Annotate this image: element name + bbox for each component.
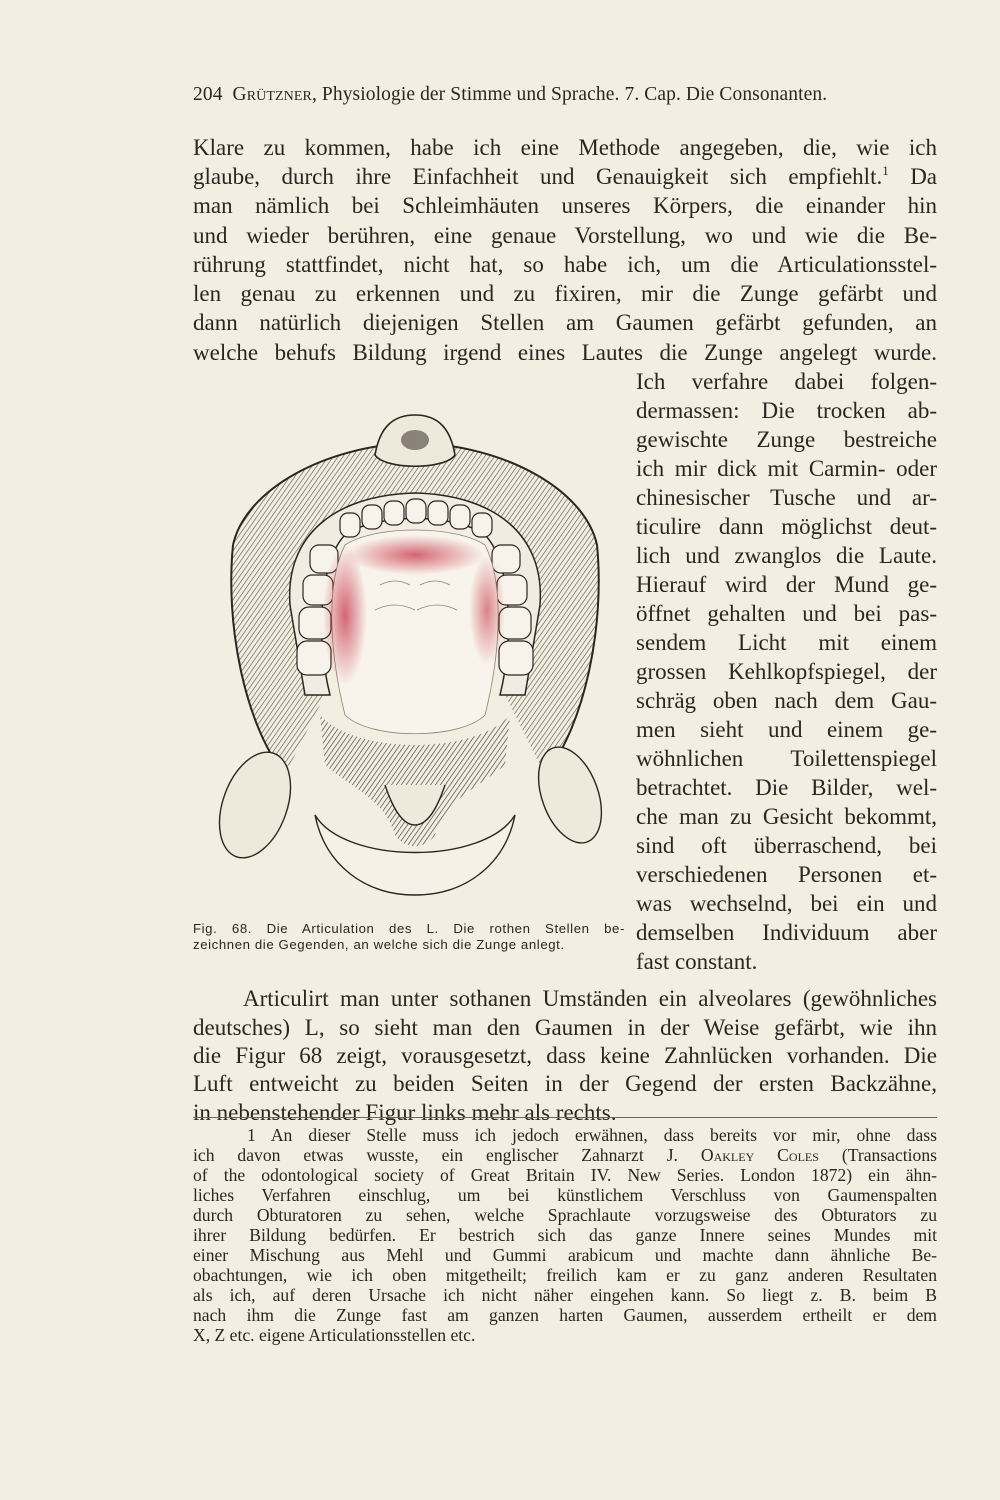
body-line: die Figur 68 zeigt, vorausgesetzt, dass keine Zahnlücken vorhanden. Die — [193, 1043, 937, 1068]
figure-caption: Fig. 68. Die Articulation des L. Die rothen Stellen be- — [193, 921, 625, 936]
side-text-line: öffnet gehalten und bei pas- — [636, 601, 937, 626]
side-text-line: men sieht und einem ge- — [636, 717, 937, 742]
body-line: welche behufs Bildung irgend eines Lautes die Zunge angelegt wurde. — [193, 340, 937, 365]
side-text-line: gewischte Zunge bestreiche — [636, 427, 937, 452]
header-author: Grützner — [232, 84, 312, 105]
footnote-line: obachtungen, wie ich oben mitgetheilt; freilich kam er zu ganz anderen Resultaten — [193, 1265, 937, 1285]
side-text-line: chinesischer Tusche und ar- — [636, 485, 937, 510]
side-text-line: ticulire dann möglichst deut- — [636, 514, 937, 539]
side-text-line: ich mir dick mit Carmin- oder — [636, 456, 937, 481]
page-number: 204 — [193, 84, 223, 105]
running-header — [193, 84, 941, 106]
footnote-line: ihrer Bildung bedürfen. Er bestrich sich das ganze Innere seines Mundes mit — [193, 1225, 937, 1245]
body-line: Luft entweicht zu beiden Seiten in der Gegend der ersten Backzähne, — [193, 1071, 937, 1096]
body-line: in nebenstehender Figur links mehr als rechts. — [193, 1100, 617, 1125]
footnote-divider — [193, 1117, 937, 1118]
footnote-line: als ich, auf deren Ursache ich nicht näher eingehen kann. So liegt z. B. beim B — [193, 1285, 937, 1305]
footnote-line: nach ihm die Zunge fast am ganzen harten Gaumen, ausserdem ertheilt er dem — [193, 1305, 937, 1325]
body-line: dann natürlich diejenigen Stellen am Gaumen gefärbt gefunden, an — [193, 310, 937, 335]
footnote-line: ich davon etwas wusste, ein englischer Zahnarzt J. Oakley Coles (Transactions — [193, 1145, 937, 1165]
side-text-line: demselben Individuum aber — [636, 920, 937, 945]
side-text-line: sendem Licht mit einem — [636, 630, 937, 655]
body-line: rührung stattfindet, nicht hat, so habe ich, um die Articulationsstel- — [193, 252, 937, 277]
side-text-line: dermassen: Die trocken ab- — [636, 398, 937, 423]
side-text-line: schräg oben nach dem Gau- — [636, 688, 937, 713]
body-line: Articulirt man unter sothanen Umständen ein alveolares (gewöhnliches — [243, 986, 937, 1011]
footnote-line: einer Mischung aus Mehl und Gummi arabicum und machte dann ähnliche Be- — [193, 1245, 937, 1265]
footnote-line: X, Z etc. eigene Articulationsstellen etc. — [193, 1325, 476, 1345]
body-line: deutsches) L, so sieht man den Gaumen in der Weise gefärbt, wie ihn — [193, 1015, 937, 1040]
side-text-line: Ich verfahre dabei folgen- — [636, 369, 937, 394]
body-line: glaube, durch ihre Einfachheit und Genauigkeit sich empfiehlt.$^1$ Da — [193, 163, 938, 189]
header-title: , Physiologie der Stimme und Sprache. 7. Cap. Die Consonanten. — [311, 84, 828, 105]
side-text-line: lich und zwanglos die Laute. — [636, 543, 937, 568]
body-line: und wieder berühren, eine genaue Vorstellung, wo und wie die Be- — [193, 223, 937, 248]
body-line: len genau zu erkennen und zu fixiren, mir die Zunge gefärbt und — [193, 281, 937, 306]
footnote-line: of the odontological society of Great Britain IV. New Series. London 1872) ein ähn- — [193, 1165, 937, 1185]
side-text-line: was wechselnd, bei ein und — [636, 891, 937, 916]
side-text-line: sind oft überraschend, bei — [636, 833, 937, 858]
side-text-line: fast constant. — [636, 949, 758, 974]
footnote-reference: 1 — [882, 163, 889, 178]
footnote-line: liches Verfahren einschlug, um bei künstlichem Verschluss von Gaumenspalten — [193, 1185, 937, 1205]
side-text-line: grossen Kehlkopfspiegel, der — [636, 659, 937, 684]
side-text-line: che man zu Gesicht bekommt, — [636, 804, 937, 829]
figure-caption: zeichnen die Gegenden, an welche sich die Zunge anlegt. — [193, 937, 565, 952]
footnote-line: 1 An dieser Stelle muss ich jedoch erwähnen, dass bereits vor mir, ohne dass — [247, 1125, 937, 1145]
footnote-line: durch Obturatoren zu sehen, welche Sprachlaute vorzugsweise des Obturators zu — [193, 1205, 937, 1225]
side-text-line: betrachtet. Die Bilder, wel- — [636, 775, 937, 800]
body-line: Klare zu kommen, habe ich eine Methode angegeben, die, wie ich — [193, 135, 937, 160]
palate-illustration — [205, 395, 625, 915]
body-line: man nämlich bei Schleimhäuten unseres Körpers, die einander hin — [193, 193, 937, 218]
side-text-line: wöhnlichen Toilettenspiegel — [636, 746, 937, 771]
side-text-line: verschiedenen Personen et- — [636, 862, 937, 887]
side-text-line: Hierauf wird der Mund ge- — [636, 572, 937, 597]
